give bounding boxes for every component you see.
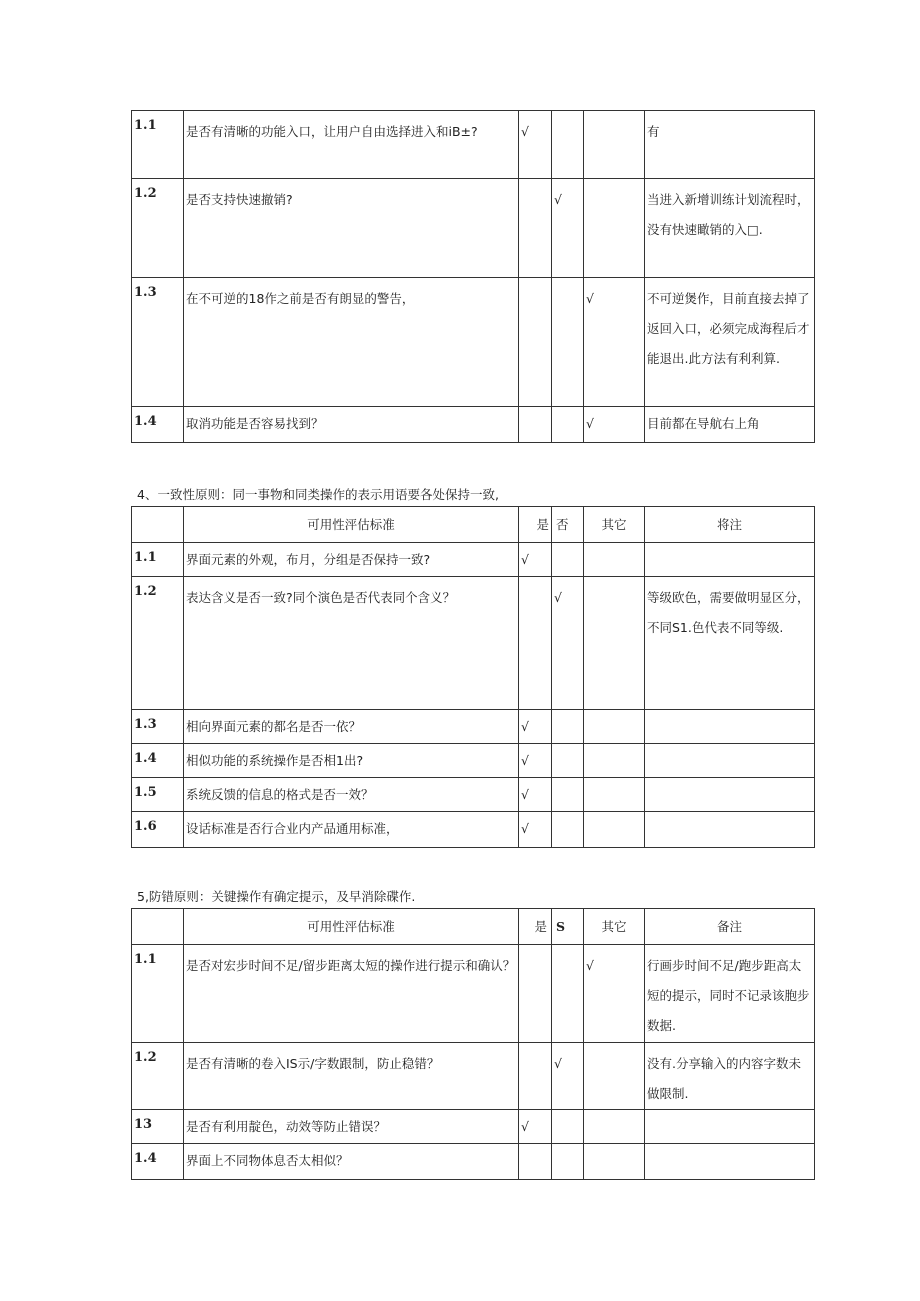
yes-cell: [519, 1043, 552, 1110]
table-row: [132, 179, 815, 278]
criterion-cell: 取消功能是否容易找到？: [184, 407, 519, 443]
criterion-cell: 是否有清晰的卷入IS示/字数跟制，防止稳错？: [184, 1043, 519, 1110]
table-header-row: [132, 909, 815, 945]
row-id: 1.2: [132, 179, 184, 278]
other-cell: [584, 778, 645, 812]
no-cell: [552, 710, 584, 744]
note-cell: [645, 543, 815, 577]
note-cell: 目前都在导航右上角: [645, 407, 815, 443]
no-cell: [552, 945, 584, 1043]
header-yes: 是: [519, 909, 552, 945]
criterion-cell: 是否有清晰的功能入口，让用户自由选择进入和iB±?: [184, 111, 519, 179]
yes-cell: [519, 945, 552, 1043]
other-cell: [584, 577, 645, 710]
other-cell: [584, 812, 645, 848]
yes-cell: √: [519, 744, 552, 778]
note-cell: [645, 710, 815, 744]
criterion-cell: 相向界面元素的都名是否一依？: [184, 710, 519, 744]
row-id: 1.3: [132, 278, 184, 407]
table-row: [132, 543, 815, 577]
note-cell: 行画步时间不足/跑步距高太短的提示，同时不记录该胞步数据.: [645, 945, 815, 1043]
yes-cell: [519, 577, 552, 710]
yes-cell: √: [519, 1110, 552, 1144]
table-row: [132, 1110, 815, 1144]
header-criterion: 可用性泙估标准: [184, 909, 519, 945]
section-5-title: 5,防错原则：关键操作有确定提示，及早消除碟作.: [137, 889, 416, 904]
note-cell: 等级欧色，需要做明显区分，不同S1.色代表不同等级.: [645, 577, 815, 710]
no-cell: √: [552, 577, 584, 710]
no-cell: [552, 744, 584, 778]
yes-cell: √: [519, 812, 552, 848]
note-cell: 不可逆煲作，目前直接去掉了返回入口，必须完成海程后才能退出.此方法有利利算.: [645, 278, 815, 407]
no-cell: [552, 1144, 584, 1180]
table-row: [132, 278, 815, 407]
other-cell: √: [584, 278, 645, 407]
criterion-cell: 相似功能的系统操作是否相1出?: [184, 744, 519, 778]
no-cell: [552, 407, 584, 443]
header-note: 备注: [645, 909, 815, 945]
other-cell: [584, 1144, 645, 1180]
yes-cell: [519, 179, 552, 278]
criterion-cell: 界面元素的外观，布月，分组是否保持一致?: [184, 543, 519, 577]
row-id: 1.5: [132, 778, 184, 812]
other-cell: [584, 543, 645, 577]
criterion-cell: 是否有利用靛色，动效等防止错误？: [184, 1110, 519, 1144]
row-id: 1.1: [132, 543, 184, 577]
table-consistency: [131, 506, 815, 848]
note-cell: 当进入新增训练计划流程时，没有快速瞰销的入□.: [645, 179, 815, 278]
note-cell: [645, 744, 815, 778]
criterion-cell: 系统反馈的信息的格式是否一效？: [184, 778, 519, 812]
yes-cell: √: [519, 710, 552, 744]
yes-cell: √: [519, 778, 552, 812]
no-cell: √: [552, 1043, 584, 1110]
criterion-cell: 是否支持快速撤销?: [184, 179, 519, 278]
no-cell: [552, 278, 584, 407]
yes-cell: √: [519, 543, 552, 577]
table-row: [132, 778, 815, 812]
yes-cell: [519, 1144, 552, 1180]
other-cell: √: [584, 407, 645, 443]
table-row: [132, 710, 815, 744]
header-id: [132, 507, 184, 543]
yes-cell: √: [519, 111, 552, 179]
no-cell: [552, 812, 584, 848]
header-id: [132, 909, 184, 945]
other-cell: [584, 710, 645, 744]
header-criterion: 可用性泙估标准: [184, 507, 519, 543]
note-cell: [645, 1110, 815, 1144]
table-row: [132, 577, 815, 710]
yes-cell: [519, 278, 552, 407]
note-cell: [645, 778, 815, 812]
row-id: 1.1: [132, 945, 184, 1043]
other-cell: √: [584, 945, 645, 1043]
criterion-cell: 表达含义是否一致?同个演色是否代表同个含义？: [184, 577, 519, 710]
other-cell: [584, 1043, 645, 1110]
table-error-prevention: [131, 908, 815, 1180]
criterion-cell: 是否对宏步时间不足/留步距离太短的操作进行提示和确认？: [184, 945, 519, 1043]
note-cell: 没有.分享输入的内容字数未做限制.: [645, 1043, 815, 1110]
row-id: 1.4: [132, 744, 184, 778]
row-id: 1.1: [132, 111, 184, 179]
header-other: 其它: [584, 507, 645, 543]
no-cell: [552, 111, 584, 179]
section-4-title: 4、一致性原则：同一事物和同类操作的表示用语要各处保持一致,: [137, 487, 499, 502]
header-no: S: [552, 909, 584, 945]
yes-cell: [519, 407, 552, 443]
criterion-cell: 界面上不同物体息否太相似？: [184, 1144, 519, 1180]
no-cell: [552, 1110, 584, 1144]
row-id: 1.2: [132, 1043, 184, 1110]
table-row: [132, 812, 815, 848]
header-other: 其它: [584, 909, 645, 945]
row-id: 13: [132, 1110, 184, 1144]
header-no: 否: [552, 507, 584, 543]
row-id: 1.3: [132, 710, 184, 744]
row-id: 1.6: [132, 812, 184, 848]
table-row: [132, 1144, 815, 1180]
row-id: 1.4: [132, 407, 184, 443]
header-note: 将注: [645, 507, 815, 543]
table-error-recovery: [131, 110, 815, 443]
table-row: [132, 1043, 815, 1110]
row-id: 1.4: [132, 1144, 184, 1180]
no-cell: [552, 543, 584, 577]
criterion-cell: 在不可逆的18作之前是否有朗显的警告，: [184, 278, 519, 407]
note-cell: 有: [645, 111, 815, 179]
row-id: 1.2: [132, 577, 184, 710]
table-row: [132, 945, 815, 1043]
table-row: [132, 111, 815, 179]
no-cell: √: [552, 179, 584, 278]
other-cell: [584, 744, 645, 778]
other-cell: [584, 179, 645, 278]
header-yes: 是: [519, 507, 552, 543]
criterion-cell: 设话标准是否行合业内产品通用标准，: [184, 812, 519, 848]
other-cell: [584, 111, 645, 179]
table-row: [132, 407, 815, 443]
note-cell: [645, 812, 815, 848]
note-cell: [645, 1144, 815, 1180]
table-header-row: [132, 507, 815, 543]
no-cell: [552, 778, 584, 812]
table-row: [132, 744, 815, 778]
other-cell: [584, 1110, 645, 1144]
